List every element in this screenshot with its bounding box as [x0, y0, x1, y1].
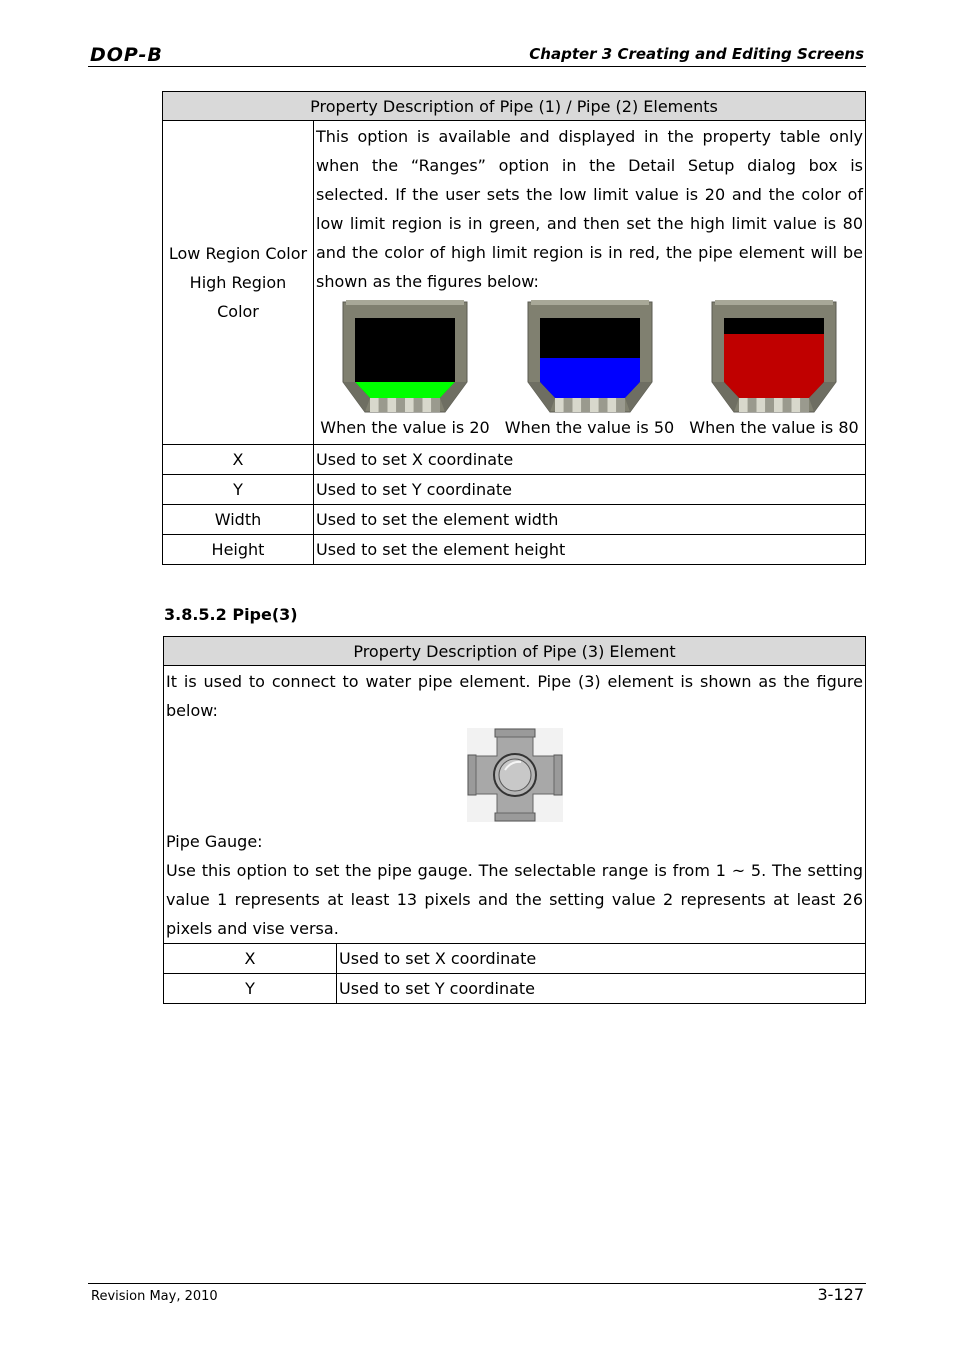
- section-heading: 3.8.5.2 Pipe(3): [164, 605, 298, 624]
- pipe-outlet-stripe: [783, 398, 792, 412]
- pipe3-description-cell: [164, 666, 866, 944]
- property-desc: Used to set X coordinate: [337, 944, 866, 974]
- table-row: [163, 445, 866, 475]
- pipe-outlet-stripe: [739, 398, 748, 412]
- pipe-outlet-stripe: [396, 398, 405, 412]
- property-desc: Used to set the element height: [314, 535, 866, 565]
- pipe-outlet-stripe: [800, 398, 809, 412]
- pipe-outlet-stripe: [370, 398, 379, 412]
- table-row: [163, 475, 866, 505]
- property-desc: Used to set X coordinate: [314, 445, 866, 475]
- property-name-cell: [163, 121, 314, 445]
- property-desc: Used to set Y coordinate: [337, 974, 866, 1004]
- table-title: Property Description of Pipe (1) / Pipe (2) Elements: [163, 92, 866, 121]
- pipe12-property-table: [162, 91, 866, 565]
- property-name: Width: [163, 505, 314, 535]
- gauge-description: Use this option to set the pipe gauge. The selectable range is from 1 ~ 5. The setting value 1 represents at least 13 pixels and the setting value 2 represents at least 26 pixels and vise versa.: [166, 861, 863, 938]
- pipe-outlet-stripe: [598, 398, 607, 412]
- pipe-outlet-stripe: [616, 398, 625, 412]
- pipe-outlet-stripe: [388, 398, 397, 412]
- pipe-outlet-stripe: [555, 398, 564, 412]
- page-footer: [88, 1283, 866, 1304]
- pipe-outlet-stripe: [607, 398, 616, 412]
- pipe-figures: [316, 296, 863, 444]
- brand-logo: DOP-B: [90, 44, 163, 66]
- pipe-outlet-stripe: [423, 398, 432, 412]
- pipe-outlet-stripe: [581, 398, 590, 412]
- figure-caption: When the value is 20: [320, 418, 490, 437]
- pipe-outlet-stripe: [431, 398, 440, 412]
- pipe-outlet-stripe: [563, 398, 572, 412]
- property-line: High Region: [189, 273, 287, 292]
- property-description: This option is available and displayed in the property table only when the “Ranges” option in the Detail Setup dialog box is selected. If the user sets the low limit value is 20 and the color of low limit region is in green, and then set the high limit value is 80 and the color of high limit region is in red, the pipe element will be shown as the figures below:: [316, 127, 863, 291]
- table-row: [163, 535, 866, 565]
- pipe-fill-level: [355, 382, 455, 398]
- figure-caption: When the value is 50: [504, 418, 675, 437]
- property-name: Y: [163, 475, 314, 505]
- gauge-label: Pipe Gauge:: [166, 832, 263, 851]
- pipe-rim: [715, 300, 833, 305]
- pipe-fill-level: [724, 334, 824, 398]
- pipe-outlet-stripe: [590, 398, 599, 412]
- property-name: Height: [163, 535, 314, 565]
- pipe-level-20-image: [340, 298, 470, 414]
- pipe-fill-level: [540, 358, 640, 398]
- property-desc: Used to set Y coordinate: [314, 475, 866, 505]
- pipe-outlet-stripe: [765, 398, 774, 412]
- property-name: X: [164, 944, 337, 974]
- pipe3-figure: [166, 725, 863, 827]
- property-desc-cell: [314, 121, 866, 445]
- pipe-outlet-stripe: [405, 398, 414, 412]
- pipe-outlet-stripe: [572, 398, 581, 412]
- page-number: 3-127: [817, 1285, 864, 1304]
- page-header: [88, 40, 866, 67]
- pipe-figure: [501, 298, 679, 442]
- pipe-outlet-stripe: [379, 398, 388, 412]
- pipe-outlet-stripe: [748, 398, 757, 412]
- pipe-outlet-stripe: [757, 398, 766, 412]
- pipe3-intro: It is used to connect to water pipe element. Pipe (3) element is shown as the figure below:: [166, 672, 863, 720]
- revision-date: Revision May, 2010: [91, 1289, 218, 1304]
- pipe-level-50-image: [525, 298, 655, 414]
- property-name: Y: [164, 974, 337, 1004]
- pipe-figure: [316, 298, 494, 442]
- property-name: X: [163, 445, 314, 475]
- figure-caption: When the value is 80: [689, 418, 859, 437]
- property-line: Color: [217, 302, 259, 321]
- table-row: [164, 944, 866, 974]
- table-row: [164, 974, 866, 1004]
- table-header-row: [163, 92, 866, 121]
- table-row: [163, 121, 866, 445]
- chapter-title: Chapter 3 Creating and Editing Screens: [529, 45, 864, 63]
- table-row: [163, 505, 866, 535]
- pipe-rim: [346, 300, 464, 305]
- property-line: Low Region Color: [168, 244, 308, 263]
- table-row: [164, 666, 866, 944]
- pipe-outlet-stripe: [414, 398, 423, 412]
- pipe-cross-image: [467, 728, 563, 822]
- pipe-outlet-stripe: [792, 398, 801, 412]
- pipe-figure: [685, 298, 863, 442]
- pipe-level-80-image: [709, 298, 839, 414]
- table-header-row: [164, 637, 866, 666]
- table-title: Property Description of Pipe (3) Element: [164, 637, 866, 666]
- pipe-outlet-stripe: [774, 398, 783, 412]
- pipe3-property-table: [163, 636, 866, 1004]
- pipe-rim: [531, 300, 649, 305]
- property-desc: Used to set the element width: [314, 505, 866, 535]
